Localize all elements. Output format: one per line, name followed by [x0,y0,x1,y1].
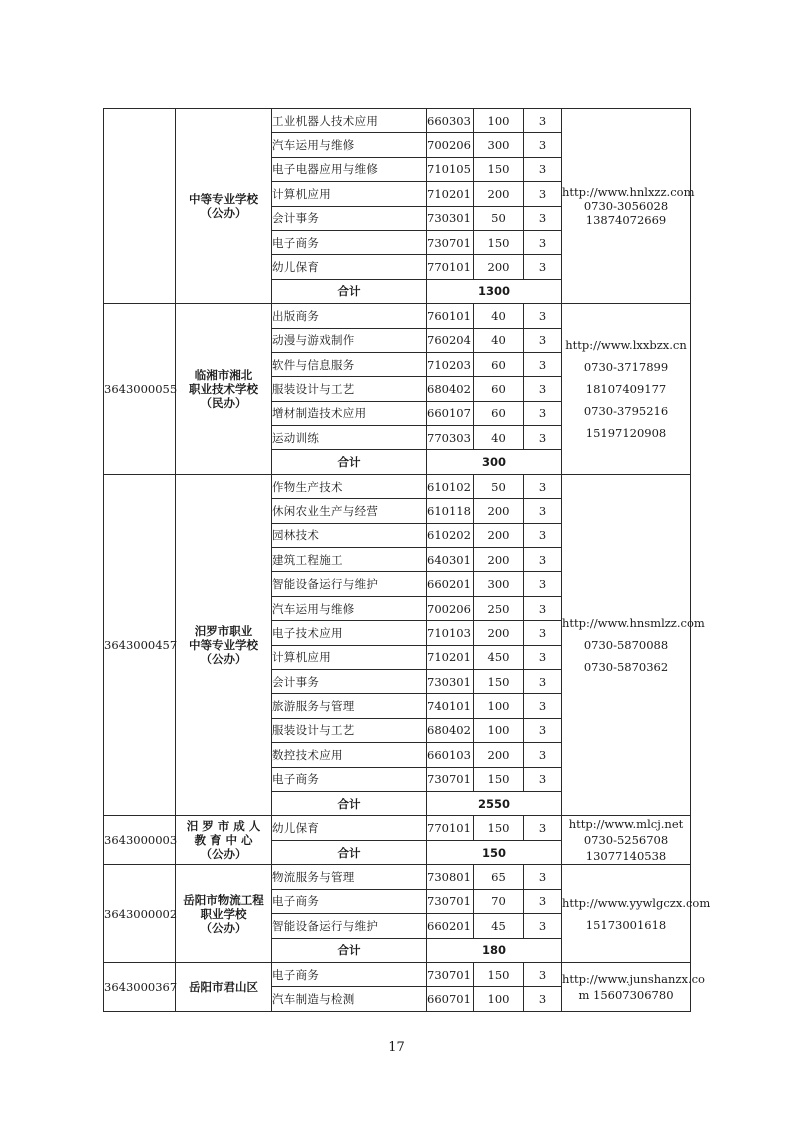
study-years: 3 [524,523,562,547]
study-years: 3 [524,572,562,596]
major-name: 作物生产技术 [272,474,427,498]
major-code: 760204 [427,328,474,352]
study-years: 3 [524,596,562,620]
study-years: 3 [524,962,562,986]
study-years: 3 [524,206,562,230]
study-years: 3 [524,328,562,352]
total-value: 180 [427,938,562,962]
major-name: 工业机器人技术应用 [272,109,427,133]
major-name: 运动训练 [272,426,427,450]
contact-info [562,109,695,304]
study-years: 3 [524,157,562,181]
table-row [104,304,691,328]
major-name: 电子技术应用 [272,621,427,645]
contact-line: 15197120908 [585,425,667,440]
enrollment-plan: 450 [474,645,524,669]
school-code [104,109,176,304]
major-code: 770101 [427,255,474,279]
school-name [176,816,272,865]
contact-line: http://www.yywlgczx.com [562,895,711,910]
major-name: 会计事务 [272,206,427,230]
study-years: 3 [524,133,562,157]
school-name-line: （公办） [200,920,247,935]
major-code: 730801 [427,865,474,889]
contact-line: 0730-3056028 [583,199,669,214]
enrollment-plan: 70 [474,889,524,913]
major-name: 汽车制造与检测 [272,987,427,1011]
enrollment-plan: 200 [474,743,524,767]
study-years: 3 [524,548,562,572]
contact-info [562,865,711,963]
enrollment-plan: 200 [474,523,524,547]
major-name: 电子商务 [272,962,427,986]
enrollment-plan: 60 [474,401,524,425]
enrollment-plan: 300 [474,133,524,157]
total-label: 合计 [272,791,427,815]
school-code: 3643000457 [104,474,176,815]
contact-line: 0730-5870362 [583,660,669,675]
total-value: 2550 [427,791,562,815]
contact-line: 0730-3717899 [583,359,669,374]
enrollment-plan: 200 [474,621,524,645]
major-code: 710105 [427,157,474,181]
study-years: 3 [524,718,562,742]
school-name-line: 职业学校 [200,906,247,921]
total-value: 300 [427,450,562,474]
enrollment-plan: 65 [474,865,524,889]
study-years: 3 [524,182,562,206]
school-name-line: 汨 罗 市 成 人 [186,819,261,834]
enrollment-plan: 45 [474,914,524,938]
study-years: 3 [524,987,562,1011]
major-code: 730301 [427,206,474,230]
school-code: 3643000002 [104,865,176,963]
enrollment-plan: 40 [474,426,524,450]
table-row [104,865,691,889]
study-years: 3 [524,304,562,328]
school-name-line: 临湘市湘北 [194,367,253,382]
enrollment-plan: 150 [474,816,524,841]
contact-info [562,962,705,1011]
study-years: 3 [524,401,562,425]
school-code: 3643000055 [104,304,176,475]
school-code: 3643000367 [104,962,176,1011]
page-number: 17 [388,1040,405,1055]
table-row [104,109,691,133]
major-code: 700206 [427,596,474,620]
enrollment-table [103,108,711,1012]
school-name-line: 教 育 中 心 [194,833,253,848]
contact-info [562,474,705,815]
study-years: 3 [524,694,562,718]
contact-line: http://www.lxxbzx.cn [565,337,687,352]
major-name: 电子商务 [272,230,427,254]
school-name-line: （民办） [200,395,247,410]
enrollment-plan: 50 [474,474,524,498]
enrollment-plan: 150 [474,767,524,791]
enrollment-plan: 50 [474,206,524,230]
study-years: 3 [524,889,562,913]
study-years: 3 [524,109,562,133]
school-name [176,962,272,1011]
major-code: 660103 [427,743,474,767]
contact-line: m 15607306780 [578,987,674,1002]
table-row [104,962,691,986]
enrollment-plan: 200 [474,182,524,206]
enrollment-plan: 100 [474,694,524,718]
enrollment-plan: 100 [474,987,524,1011]
total-value: 1300 [427,279,562,303]
school-name-line: 汨罗市职业 [194,624,253,639]
school-name-line: 中等专业学校 [189,192,258,207]
enrollment-plan: 100 [474,109,524,133]
major-code: 710201 [427,182,474,206]
major-code: 610202 [427,523,474,547]
enrollment-plan: 60 [474,352,524,376]
school-name [176,474,272,815]
contact-info [562,304,691,475]
school-name-line: （公办） [200,652,247,667]
major-code: 610118 [427,499,474,523]
table-row [104,474,691,498]
major-code: 730301 [427,669,474,693]
contact-line: 15173001618 [585,917,667,932]
study-years: 3 [524,865,562,889]
major-code: 730701 [427,962,474,986]
study-years: 3 [524,499,562,523]
school-name [176,109,272,304]
major-name: 服装设计与工艺 [272,718,427,742]
major-name: 服装设计与工艺 [272,377,427,401]
major-code: 660201 [427,572,474,596]
study-years: 3 [524,743,562,767]
major-code: 680402 [427,377,474,401]
major-code: 700206 [427,133,474,157]
study-years: 3 [524,645,562,669]
enrollment-plan: 150 [474,669,524,693]
total-value: 150 [427,840,562,865]
major-name: 电子商务 [272,767,427,791]
major-code: 660701 [427,987,474,1011]
major-name: 智能设备运行与维护 [272,572,427,596]
enrollment-plan: 200 [474,548,524,572]
school-name [176,304,272,475]
major-name: 软件与信息服务 [272,352,427,376]
major-code: 730701 [427,230,474,254]
major-name: 休闲农业生产与经营 [272,499,427,523]
study-years: 3 [524,230,562,254]
major-name: 电子商务 [272,889,427,913]
contact-line: http://www.mlcj.net [568,817,684,832]
school-name-line: （公办） [200,206,247,221]
study-years: 3 [524,255,562,279]
contact-line: 0730-5256708 [583,833,669,848]
total-label: 合计 [272,450,427,474]
study-years: 3 [524,816,562,841]
major-name: 动漫与游戏制作 [272,328,427,352]
major-code: 760101 [427,304,474,328]
enrollment-plan: 40 [474,304,524,328]
school-name-line: 岳阳市物流工程 [183,892,264,907]
study-years: 3 [524,767,562,791]
enrollment-plan: 150 [474,157,524,181]
study-years: 3 [524,377,562,401]
study-years: 3 [524,914,562,938]
enrollment-plan: 300 [474,572,524,596]
major-code: 660303 [427,109,474,133]
total-label: 合计 [272,840,427,865]
major-name: 会计事务 [272,669,427,693]
school-name-line: 职业技术学校 [189,381,258,396]
contact-line: 13874072669 [585,213,667,228]
major-code: 680402 [427,718,474,742]
major-code: 660107 [427,401,474,425]
major-code: 610102 [427,474,474,498]
major-name: 幼儿保育 [272,816,427,841]
study-years: 3 [524,474,562,498]
contact-line: 0730-3795216 [583,403,669,418]
enrollment-plan: 60 [474,377,524,401]
major-code: 730701 [427,767,474,791]
study-years: 3 [524,621,562,645]
enrollment-plan: 150 [474,962,524,986]
major-code: 710201 [427,645,474,669]
school-name-line: （公办） [200,847,247,862]
table-row [104,816,691,841]
contact-line: 0730-5870088 [583,638,669,653]
school-name-line: 中等专业学校 [189,638,258,653]
major-name: 出版商务 [272,304,427,328]
contact-line: http://www.hnlxzz.com [562,185,695,200]
major-name: 建筑工程施工 [272,548,427,572]
major-code: 770303 [427,426,474,450]
major-name: 智能设备运行与维护 [272,914,427,938]
major-code: 640301 [427,548,474,572]
contact-info [562,816,691,865]
contact-line: http://www.junshanzx.co [562,971,705,986]
major-name: 汽车运用与维修 [272,596,427,620]
major-code: 660201 [427,914,474,938]
enrollment-plan: 150 [474,230,524,254]
major-name: 增材制造技术应用 [272,401,427,425]
major-code: 770101 [427,816,474,841]
major-code: 710203 [427,352,474,376]
major-name: 计算机应用 [272,645,427,669]
school-name [176,865,272,963]
major-name: 园林技术 [272,523,427,547]
major-name: 汽车运用与维修 [272,133,427,157]
major-code: 710103 [427,621,474,645]
study-years: 3 [524,669,562,693]
major-name: 计算机应用 [272,182,427,206]
contact-line: 18107409177 [585,381,667,396]
major-code: 740101 [427,694,474,718]
enrollment-plan: 200 [474,255,524,279]
study-years: 3 [524,352,562,376]
school-name-line: 岳阳市君山区 [189,979,258,994]
major-name: 旅游服务与管理 [272,694,427,718]
major-name: 物流服务与管理 [272,865,427,889]
enrollment-plan: 100 [474,718,524,742]
study-years: 3 [524,426,562,450]
major-name: 电子电器应用与维修 [272,157,427,181]
total-label: 合计 [272,938,427,962]
enrollment-plan: 200 [474,499,524,523]
total-label: 合计 [272,279,427,303]
contact-line: 13077140538 [585,849,667,864]
enrollment-plan: 250 [474,596,524,620]
major-name: 数控技术应用 [272,743,427,767]
contact-line: http://www.hnsmlzz.com [562,616,705,631]
school-code: 3643000003 [104,816,176,865]
major-name: 幼儿保育 [272,255,427,279]
enrollment-plan: 40 [474,328,524,352]
major-code: 730701 [427,889,474,913]
